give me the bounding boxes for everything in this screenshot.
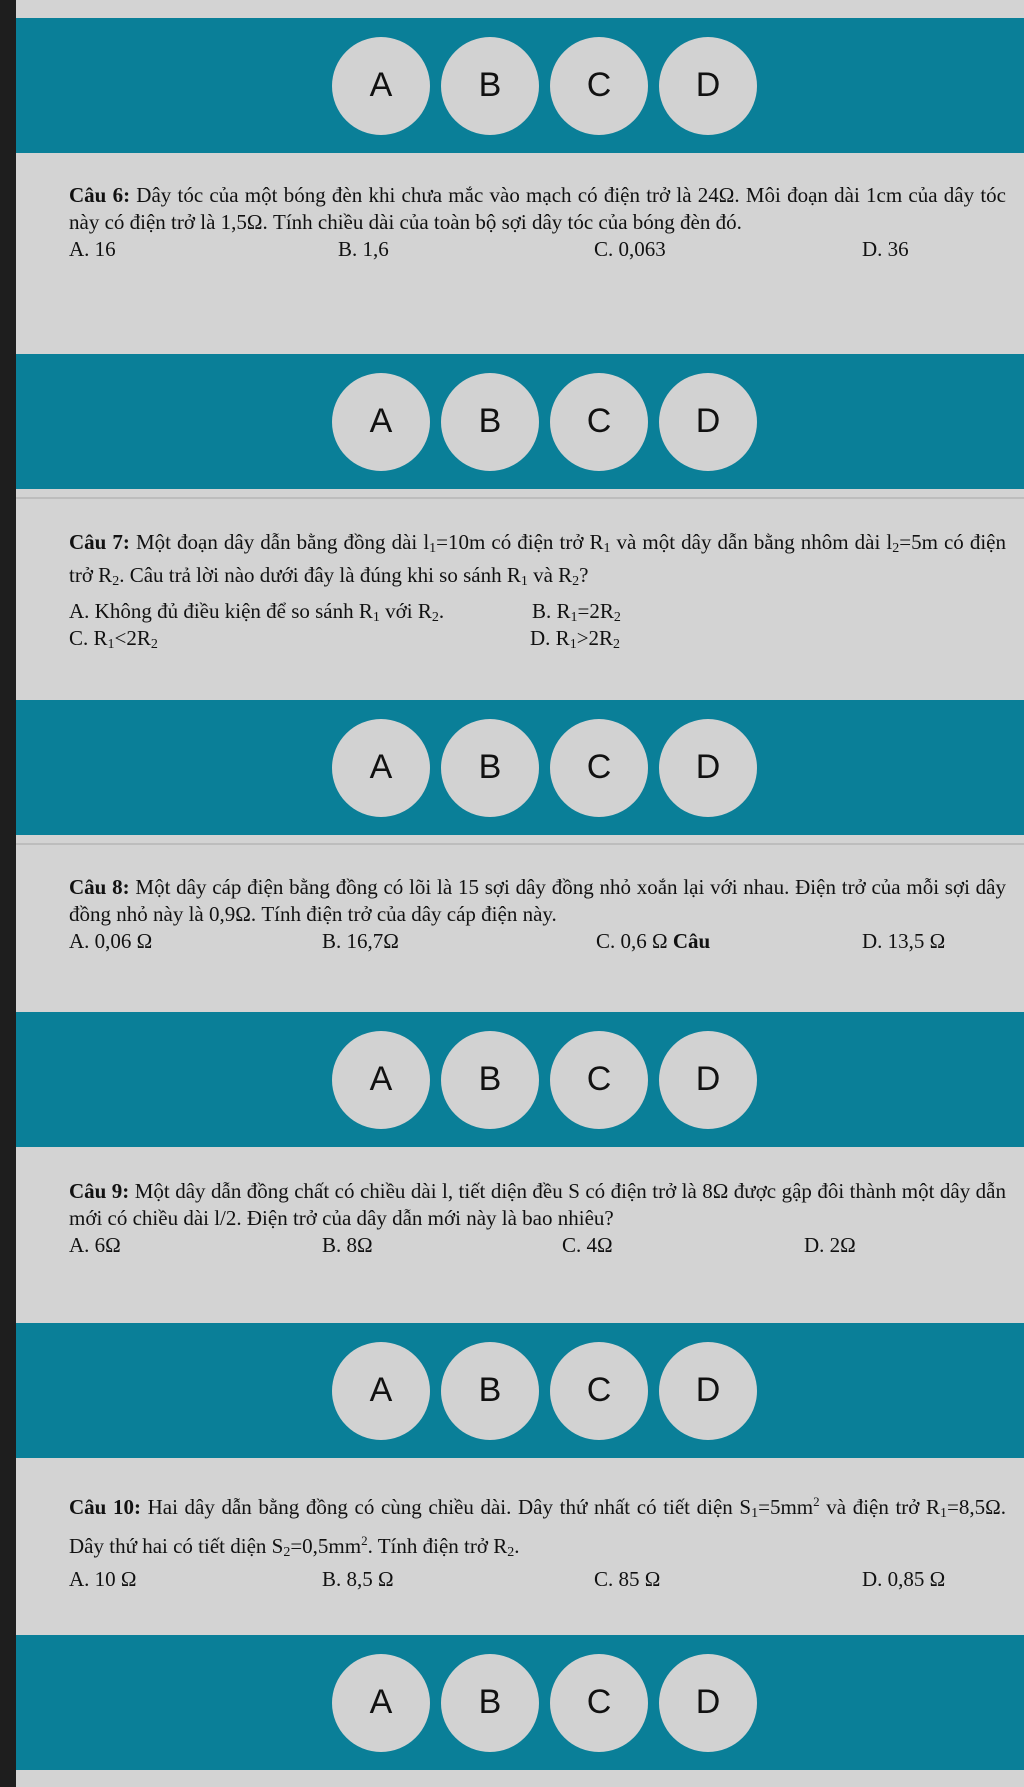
question-7 (16, 529, 1024, 652)
subscript: 1 (940, 1506, 948, 1521)
question-10-option-c: C. 85 Ω (594, 1567, 661, 1591)
choice-d-button[interactable]: D (659, 1342, 757, 1440)
option-text: D. R (530, 626, 570, 650)
choice-c-button[interactable]: C (550, 1342, 648, 1440)
choice-b-button[interactable]: B (441, 37, 539, 135)
question-9 (16, 1178, 1024, 1259)
question-7-text: Một đoạn dây dẫn bằng đồng dài l (129, 530, 430, 554)
question-10-text: . Tính điện trở R (367, 1534, 508, 1558)
choice-a-button[interactable]: A (332, 719, 430, 817)
question-8-text: Một dây cáp điện bằng đồng có lõi là 15 sợi dây đồng nhỏ xoắn lại với nhau. Điện trở của mỗi sợi dây đồng nhỏ này là 0,9Ω. Tính điện trở của dây cáp điện này. (69, 875, 1007, 926)
question-10-number: Câu 10: (69, 1495, 141, 1519)
question-9-text: Một dây dẫn đồng chất có chiều dài l, tiết diện đều S có điện trở là 8Ω được gập đôi thành một dây dẫn mới có chiều dài l/2. Điện trở của dây dẫn mới này là bao nhiêu? (69, 1179, 1006, 1230)
choice-d-button[interactable]: D (659, 373, 757, 471)
question-8-option-b: B. 16,7Ω (322, 929, 399, 953)
answer-choice-bar-6 (16, 1635, 1024, 1770)
question-10-option-a: A. 10 Ω (69, 1567, 137, 1591)
question-8-number: Câu 8: (69, 875, 130, 899)
question-8-option-c (596, 928, 710, 955)
choice-c-button[interactable]: C (550, 373, 648, 471)
subscript: 2 (572, 574, 580, 589)
choice-d-button[interactable]: D (659, 1654, 757, 1752)
choice-d-button[interactable]: D (659, 37, 757, 135)
divider (16, 497, 1024, 499)
choice-a-button[interactable]: A (332, 373, 430, 471)
question-7-text: và một dây dẫn bằng nhôm dài l (610, 530, 893, 554)
option-text: Câu (667, 929, 711, 953)
question-7-text: ? (579, 563, 589, 587)
choice-b-button[interactable]: B (441, 719, 539, 817)
question-6-option-b: B. 1,6 (338, 237, 389, 261)
option-text: C. 0,6 Ω (596, 929, 668, 953)
option-text: với R (379, 599, 432, 623)
answer-choice-bar-5 (16, 1323, 1024, 1458)
question-8-option-a: A. 0,06 Ω (69, 929, 153, 953)
question-10-text: =8,5Ω. Dây thứ hai có tiết diện S (69, 1495, 1006, 1558)
question-7-stem (16, 529, 1024, 595)
choice-a-button[interactable]: A (332, 1031, 430, 1129)
question-7-text: . Câu trả lời nào dưới đây là đúng khi so sánh R (119, 563, 521, 587)
question-6-option-d: D. 36 (862, 237, 909, 261)
question-10-text: . (514, 1534, 520, 1558)
question-10-text: =5mm (758, 1495, 814, 1519)
question-9-option-d: D. 2Ω (804, 1233, 856, 1257)
superscript: 2 (361, 1533, 368, 1548)
divider (16, 843, 1024, 845)
question-9-option-b: B. 8Ω (322, 1233, 373, 1257)
question-10-stem (16, 1488, 1024, 1566)
question-8-stem (16, 874, 1024, 928)
choice-a-button[interactable]: A (332, 1654, 430, 1752)
choice-c-button[interactable]: C (550, 37, 648, 135)
question-6-option-c: C. 0,063 (594, 237, 666, 261)
choice-a-button[interactable]: A (332, 37, 430, 135)
question-8 (16, 874, 1024, 955)
subscript: 2 (283, 1545, 291, 1560)
subscript: 2 (431, 610, 439, 625)
subscript: 1 (107, 637, 115, 652)
question-7-option-c (69, 625, 158, 658)
question-10-text: và điện trở R (819, 1495, 941, 1519)
subscript: 1 (520, 574, 528, 589)
subscript: 1 (569, 637, 577, 652)
question-7-text: =10m có điện trở R (436, 530, 604, 554)
answer-choice-bar-2 (16, 354, 1024, 489)
choice-c-button[interactable]: C (550, 1031, 648, 1129)
question-10-option-d: D. 0,85 Ω (862, 1567, 946, 1591)
question-9-option-c: C. 4Ω (562, 1233, 613, 1257)
option-text: B. R (532, 599, 571, 623)
question-7-number: Câu 7: (69, 530, 130, 554)
question-9-number: Câu 9: (69, 1179, 130, 1203)
question-9-option-a: A. 6Ω (69, 1233, 121, 1257)
answer-choice-bar-3 (16, 700, 1024, 835)
subscript: 2 (150, 637, 158, 652)
option-text: C. R (69, 626, 108, 650)
choice-b-button[interactable]: B (441, 373, 539, 471)
question-6-number: Câu 6: (69, 183, 131, 207)
subscript: 2 (613, 637, 621, 652)
choice-a-button[interactable]: A (332, 1342, 430, 1440)
question-9-stem (16, 1178, 1024, 1232)
answer-choice-bar-4 (16, 1012, 1024, 1147)
choice-d-button[interactable]: D (659, 719, 757, 817)
question-6 (16, 182, 1024, 263)
question-7-option-d (530, 625, 620, 658)
option-text: . (438, 599, 445, 623)
choice-c-button[interactable]: C (550, 719, 648, 817)
choice-d-button[interactable]: D (659, 1031, 757, 1129)
option-text: A. Không đủ điều kiện để so sánh R (69, 599, 373, 623)
subscript: 1 (751, 1506, 759, 1521)
question-10 (16, 1488, 1024, 1593)
question-6-text: Dây tóc của một bóng đèn khi chưa mắc vào mạch có điện trở là 24Ω. Môi đoạn dài 1cm của dây tóc này có điện trở là 1,5Ω. Tính chiều dài của toàn bộ sợi dây tóc của bóng đèn đó. (69, 183, 1006, 234)
question-10-text: Hai dây dẫn bằng đồng có cùng chiều dài. Dây thứ nhất có tiết diện S (140, 1495, 752, 1519)
question-6-stem (16, 182, 1024, 236)
superscript: 2 (813, 1494, 820, 1509)
subscript: 1 (603, 541, 611, 556)
choice-b-button[interactable]: B (441, 1654, 539, 1752)
question-6-option-a: A. 16 (69, 237, 116, 261)
option-text: >2R (576, 626, 614, 650)
subscript: 2 (892, 541, 900, 556)
question-7-text: và R (527, 563, 573, 587)
answer-choice-bar-1 (16, 18, 1024, 153)
option-text: =2R (577, 599, 614, 623)
question-10-option-b: B. 8,5 Ω (322, 1567, 394, 1591)
choice-b-button[interactable]: B (441, 1031, 539, 1129)
question-7-text: =5m có điện trở R (69, 530, 1007, 587)
question-10-text: =0,5mm (290, 1534, 362, 1558)
question-8-option-d: D. 13,5 Ω (862, 929, 946, 953)
subscript: 1 (429, 541, 437, 556)
subscript: 1 (372, 610, 380, 625)
subscript: 1 (570, 610, 578, 625)
choice-c-button[interactable]: C (550, 1654, 648, 1752)
subscript: 2 (112, 574, 120, 589)
choice-b-button[interactable]: B (441, 1342, 539, 1440)
option-text: <2R (114, 626, 151, 650)
subscript: 2 (613, 610, 621, 625)
subscript: 2 (507, 1545, 515, 1560)
